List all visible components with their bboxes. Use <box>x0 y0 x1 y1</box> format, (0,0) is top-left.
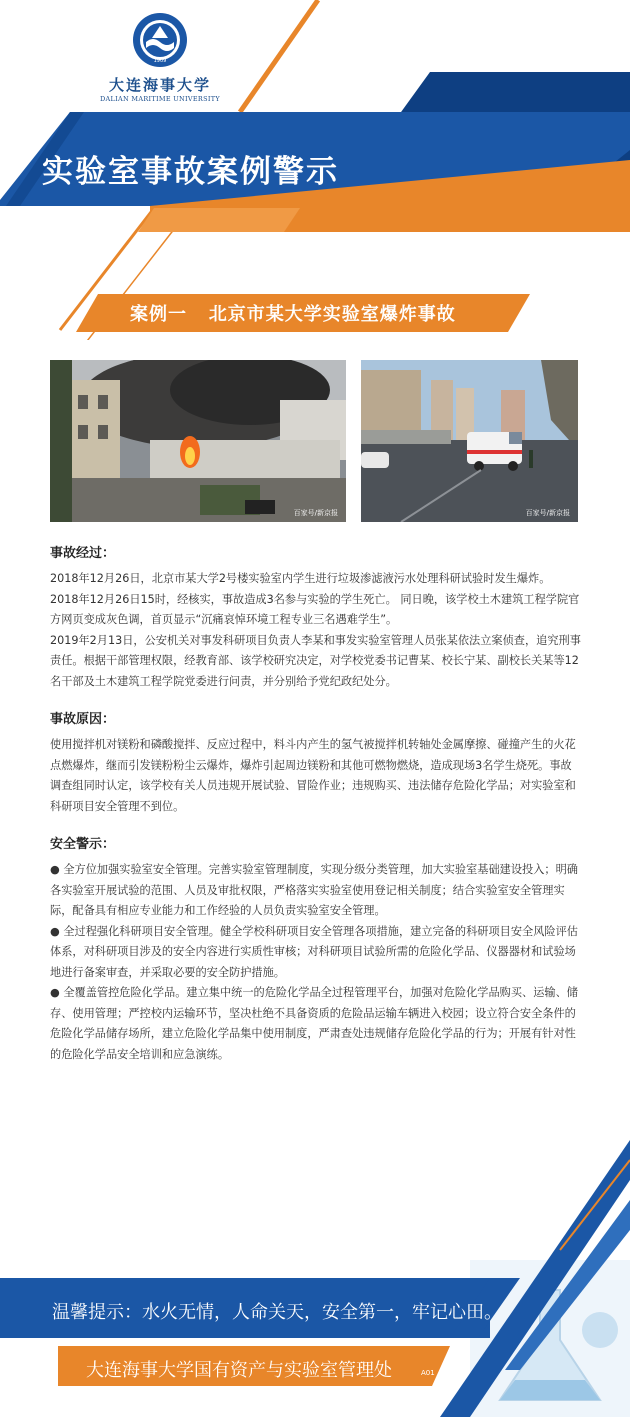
department-name: 大连海事大学国有资产与实验室管理处 <box>86 1360 392 1381</box>
accident-photo-ambulance <box>361 360 578 522</box>
section-accident-cause <box>50 711 582 817</box>
paragraph: 2019年2月13日，公安机关对事发科研项目负责人李某和事发实验室管理人员张某依法立案侦查，追究刑事责任。根据干部管理权限，经教育部、该学校研究决定，对学校党委书记曹某、校长宁某、副校长关某等12名干部及土木建筑工程学院党委进行问责，并分别给予党纪政纪处分。 <box>50 633 581 688</box>
university-logo <box>100 12 220 104</box>
section-heading: 安全警示： <box>50 837 116 852</box>
logo-chinese-name: 大连海事大学 <box>108 76 211 94</box>
photo-credit: 百家号/新京报 <box>525 509 570 517</box>
paragraph: 使用搅拌机对镁粉和磷酸搅拌、反应过程中，料斗内产生的氢气被搅拌机转轴处金属摩擦、碰撞产生的火花点燃爆炸，继而引发镁粉粉尘云爆炸，爆炸引起周边镁粉和其他可燃物燃烧，造成现场3名学生烧死。事故调查组同时认定，该学校有关人员违规开展试验、冒险作业；违规购买、违法储存危险化学品；对实验室和科研项目安全管理不到位。 <box>50 738 576 813</box>
emblem-year: 1909 <box>153 58 167 64</box>
case-title: 案例一 北京市某大学实验室爆炸事故 <box>130 304 456 325</box>
article-content <box>50 545 582 1084</box>
section-safety-warning <box>50 836 582 1065</box>
bullet-paragraph: ● 全覆盖管控危险化学品。建立集中统一的危险化学品全过程管理平台，加强对危险化学品购买、运输、储存、使用管理；严控校内运输环节，坚决杜绝不具备资质的危险品运输车辆进入校园；设立符合安全条件的危险化学品储存场所，建立危险化学品集中使用制度，严肃查处违规储存危险化学品的行为；开展有针对性的危险化学品安全培训和应急演练。 <box>50 986 578 1061</box>
photo-credit: 百家号/新京报 <box>293 509 338 517</box>
page-title: 实验室事故案例警示 <box>42 154 339 190</box>
accident-photo-fire <box>50 360 346 522</box>
section-heading: 事故经过： <box>50 546 116 561</box>
university-emblem-icon <box>132 12 188 68</box>
bullet-paragraph: ● 全方位加强实验室安全管理。完善实验室管理制度，实现分级分类管理，加大实验室基础建设投入；明确各实验室开展试验的范围、人员及审批权限，严格落实实验室使用登记相关制度；结合实验室安全管理实际，配备具有相应专业能力和工作经验的人员负责实验室安全管理。 <box>50 863 578 917</box>
logo-english-name: DALIAN MARITIME UNIVERSITY <box>100 95 220 103</box>
paragraph: 2018年12月26日15时，经核实，事故造成3名参与实验的学生死亡。 同日晚，该学校土木建筑工程学院官方网页变成灰色调，首页显示“沉痛哀悼环境工程专业三名遇难学生”。 <box>50 592 580 626</box>
poster-code: A01 <box>421 1369 435 1377</box>
warm-tip: 温馨提示：水火无情，人命关天，安全第一，牢记心田。 <box>52 1302 502 1323</box>
section-accident-process <box>50 545 582 692</box>
section-heading: 事故原因： <box>50 712 116 727</box>
paragraph: 2018年12月26日，北京市某大学2号楼实验室内学生进行垃圾渗滤液污水处理科研试验时发生爆炸。 <box>50 572 551 585</box>
bullet-paragraph: ● 全过程强化科研项目安全管理。健全学校科研项目安全管理各项措施，建立完备的科研项目安全风险评估体系，对科研项目涉及的安全内容进行实质性审核；对科研项目试验所需的危险化学品、仪器器材和试验场地进行备案审查，并采取必要的安全防护措施。 <box>50 924 578 979</box>
